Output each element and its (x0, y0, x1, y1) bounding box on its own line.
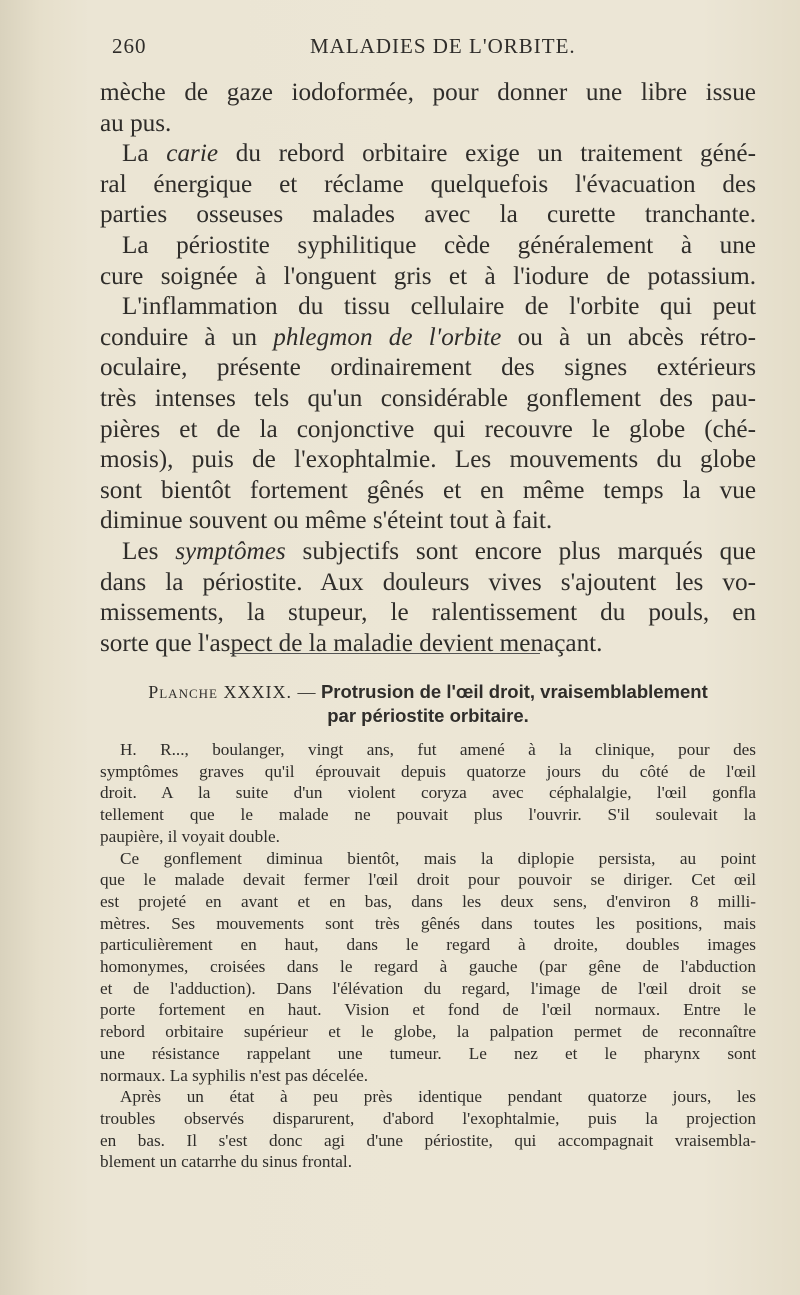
case-line: troubles observés disparurent, d'abord l'exophtalmie, puis la projection (100, 1108, 756, 1128)
caption-line-2 (100, 704, 756, 728)
page-header (112, 34, 756, 64)
text-line: diminue souvent ou même s'éteint tout à fait. (100, 507, 553, 535)
case-line: blement un catarrhe du sinus frontal. (100, 1152, 353, 1172)
caption-line-1 (100, 680, 756, 704)
main-text (100, 78, 756, 659)
case-line: normaux. La syphilis n'est pas décelée. (100, 1065, 368, 1085)
text-run: subjectifs sont encore plus marqués que (285, 537, 756, 565)
case-line: droit. A la suite d'un violent coryza avec céphalalgie, l'œil gonfla (100, 783, 756, 803)
text-run: du rebord orbitaire exige un traitement géné- (218, 140, 756, 168)
text-run: ou à un abcès rétro- (501, 323, 756, 351)
text-line: mosis), puis de l'exophtalmie. Les mouvements du globe (100, 446, 756, 474)
text-line (100, 139, 756, 170)
text-line: mèche de gaze iodoformée, pour donner une libre issue (100, 79, 756, 106)
text-line: ral énergique et réclame quelquefois l'évacuation des (100, 170, 756, 198)
case-line: paupière, il voyait double. (100, 826, 280, 846)
case-line: Après un état à peu près identique pendant quatorze jours, les (120, 1087, 756, 1107)
case-line: symptômes graves qu'il éprouvait depuis quatorze jours du côté de l'œil (100, 761, 756, 781)
case-report (100, 739, 756, 1173)
plate-caption (100, 680, 756, 728)
case-line: porte fortement en haut. Vision et fond de l'œil normaux. Entre le (100, 1000, 756, 1020)
text-line: sorte que l'aspect de la maladie devient menaçant. (100, 629, 603, 657)
text-line: La périostite syphilitique cède généralement à une (122, 231, 756, 259)
case-line: que le malade devait fermer l'œil droit pour pouvoir se diriger. Cet œil (100, 870, 756, 890)
case-line: et de l'adduction). Dans l'élévation du regard, l'image de l'œil droit se (100, 978, 756, 998)
text-line: dans la périostite. Aux douleurs vives s'ajoutent les vo- (100, 568, 756, 596)
text-run: La (122, 140, 167, 168)
case-line: tellement que le malade ne pouvait plus l'ouvrir. S'il soulevait la (100, 805, 756, 825)
case-line: mètres. Ses mouvements sont très gênés dans toutes les positions, mais (100, 913, 756, 933)
case-line: Ce gonflement diminua bientôt, mais la diplopie persista, au point (120, 848, 756, 868)
text-line: oculaire, présente ordinairement des signes extérieurs (100, 354, 756, 382)
text-line: au pus. (100, 109, 172, 137)
text-run: conduire à un (100, 323, 274, 351)
plate-title-part-1: Protrusion de l'œil droit, vraisemblablement (320, 681, 708, 702)
page-number: 260 (112, 34, 147, 58)
case-line: est projeté en avant et en bas, dans les deux sens, d'environ 8 milli- (100, 891, 756, 911)
running-title: MALADIES DE L'ORBITE. (310, 34, 576, 58)
text-line: L'inflammation du tissu cellulaire de l'orbite qui peut (122, 293, 756, 321)
emphasis: carie (166, 140, 219, 168)
text-line: très intenses tels qu'un considérable gonflement des pau- (100, 384, 756, 412)
case-line: une résistance rappelant une tumeur. Le nez et le pharynx sont (100, 1043, 756, 1063)
text-line: pières et de la conjonctive qui recouvre le globe (ché- (100, 415, 756, 443)
text-line: parties osseuses malades avec la curette tranchante. (100, 201, 756, 229)
emphasis: phlegmon de l'orbite (273, 323, 502, 351)
case-line: rebord orbitaire supérieur et le globe, la palpation permet de reconnaître (100, 1022, 756, 1042)
section-divider (230, 653, 540, 654)
case-line: homonymes, croisées dans le regard à gauche (par gêne de l'abduction (100, 957, 756, 977)
text-run: Les (122, 537, 176, 565)
case-line: particulièrement en haut, dans le regard à droite, doubles images (100, 935, 756, 955)
text-line (100, 323, 756, 354)
text-line: cure soignée à l'onguent gris et à l'iodure de potassium. (100, 262, 756, 290)
case-line: en bas. Il s'est donc agi d'une périostite, qui accompagnait vraisembla- (100, 1130, 756, 1150)
text-line: sont bientôt fortement gênés et en même temps la vue (100, 476, 756, 504)
plate-title-part-2: par périostite orbitaire. (327, 705, 529, 726)
text-line: missements, la stupeur, le ralentissement du pouls, en (100, 599, 756, 627)
case-line: H. R..., boulanger, vingt ans, fut amené à la clinique, pour des (120, 740, 756, 759)
plate-label: Planche XXXIX. — (148, 682, 317, 702)
text-line (100, 537, 756, 568)
emphasis: symptômes (175, 537, 286, 565)
